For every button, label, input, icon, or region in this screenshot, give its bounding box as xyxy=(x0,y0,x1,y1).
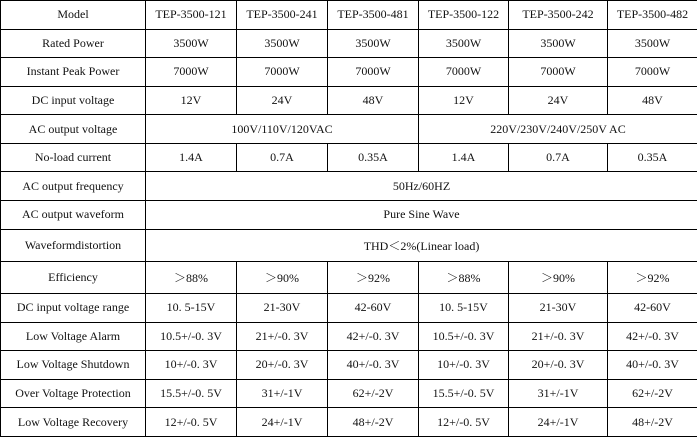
table-cell: 20+/-0. 3V xyxy=(509,351,608,380)
table-row-dc-input-voltage-range xyxy=(1,293,697,322)
table-cell-merged: THD＜2%(Linear load) xyxy=(146,229,697,261)
table-cell: 10.5+/-0. 3V xyxy=(419,322,509,351)
table-cell-merged: 100V/110V/120VAC xyxy=(146,115,419,144)
row-label: Efficiency xyxy=(1,261,146,293)
table-cell: 3500W xyxy=(419,29,509,58)
table-cell: 3500W xyxy=(328,29,419,58)
table-row-over-voltage-protection xyxy=(1,379,697,408)
row-label: Low Voltage Recovery xyxy=(1,408,146,437)
row-label: AC output frequency xyxy=(1,172,146,201)
table-cell: 1.4A xyxy=(419,143,509,172)
table-cell: 31+/-1V xyxy=(237,379,328,408)
table-cell: 48+/-2V xyxy=(608,408,697,437)
table-cell: 40+/-0. 3V xyxy=(328,351,419,380)
table-cell: 20+/-0. 3V xyxy=(237,351,328,380)
model-name: TEP-3500-122 xyxy=(419,1,509,30)
table-row-ac-output-frequency xyxy=(1,172,697,201)
table-cell: ＞90% xyxy=(509,261,608,293)
table-row-low-voltage-shutdown xyxy=(1,351,697,380)
table-cell: 10+/-0. 3V xyxy=(419,351,509,380)
table-cell-merged: 50Hz/60HZ xyxy=(146,172,697,201)
row-label: AC output waveform xyxy=(1,201,146,230)
table-cell: 3500W xyxy=(146,29,237,58)
table-row-dc-input-voltage xyxy=(1,86,697,115)
table-row-efficiency xyxy=(1,261,697,293)
table-cell: ＞92% xyxy=(608,261,697,293)
table-cell: 10. 5-15V xyxy=(419,293,509,322)
table-cell: 42-60V xyxy=(608,293,697,322)
table-cell: 7000W xyxy=(419,58,509,87)
table-cell: 21+/-0. 3V xyxy=(237,322,328,351)
row-label: Low Voltage Alarm xyxy=(1,322,146,351)
table-cell: 0.35A xyxy=(608,143,697,172)
row-label: Model xyxy=(1,1,146,30)
table-row-instant-peak-power xyxy=(1,58,697,87)
table-cell: 42+/-0. 3V xyxy=(608,322,697,351)
table-cell: 24+/-1V xyxy=(509,408,608,437)
model-name: TEP-3500-242 xyxy=(509,1,608,30)
table-cell: 31+/-1V xyxy=(509,379,608,408)
table-cell: 15.5+/-0. 5V xyxy=(146,379,237,408)
table-row-no-load-current xyxy=(1,143,697,172)
table-cell: 7000W xyxy=(237,58,328,87)
table-cell: 62+/-2V xyxy=(328,379,419,408)
table-cell: 40+/-0. 3V xyxy=(608,351,697,380)
table-row-waveform-distortion xyxy=(1,229,697,261)
table-cell: 24V xyxy=(509,86,608,115)
model-name: TEP-3500-481 xyxy=(328,1,419,30)
table-cell: 10.5+/-0. 3V xyxy=(146,322,237,351)
model-name: TEP-3500-121 xyxy=(146,1,237,30)
table-cell: 7000W xyxy=(328,58,419,87)
table-row-ac-output-waveform xyxy=(1,201,697,230)
table-cell: 21-30V xyxy=(237,293,328,322)
table-row-ac-output-voltage xyxy=(1,115,697,144)
table-cell: 0.35A xyxy=(328,143,419,172)
table-cell: 1.4A xyxy=(146,143,237,172)
table-cell: 12V xyxy=(419,86,509,115)
table-cell: 15.5+/-0. 5V xyxy=(419,379,509,408)
table-cell: 42+/-0. 3V xyxy=(328,322,419,351)
table-cell: 7000W xyxy=(509,58,608,87)
table-cell: 12+/-0. 5V xyxy=(146,408,237,437)
row-label: DC input voltage range xyxy=(1,293,146,322)
table-cell: 48+/-2V xyxy=(328,408,419,437)
table-cell: 12+/-0. 5V xyxy=(419,408,509,437)
table-cell: 0.7A xyxy=(509,143,608,172)
row-label: Instant Peak Power xyxy=(1,58,146,87)
row-label: Low Voltage Shutdown xyxy=(1,351,146,380)
table-cell: 62+/-2V xyxy=(608,379,697,408)
table-cell: 42-60V xyxy=(328,293,419,322)
table-row-rated-power xyxy=(1,29,697,58)
table-cell: 21+/-0. 3V xyxy=(509,322,608,351)
table-cell: 0.7A xyxy=(237,143,328,172)
table-cell: ＞88% xyxy=(146,261,237,293)
table-row-low-voltage-alarm xyxy=(1,322,697,351)
table-cell: 10+/-0. 3V xyxy=(146,351,237,380)
table-cell: ＞88% xyxy=(419,261,509,293)
table-cell: 48V xyxy=(328,86,419,115)
table-cell: ＞90% xyxy=(237,261,328,293)
table-cell: 3500W xyxy=(608,29,697,58)
table-cell: ＞92% xyxy=(328,261,419,293)
table-cell: 21-30V xyxy=(509,293,608,322)
table-cell: 48V xyxy=(608,86,697,115)
table-cell-merged: 220V/230V/240V/250V AC xyxy=(419,115,697,144)
model-name: TEP-3500-482 xyxy=(608,1,697,30)
table-cell-merged: Pure Sine Wave xyxy=(146,201,697,230)
row-label: No-load current xyxy=(1,143,146,172)
row-label: AC output voltage xyxy=(1,115,146,144)
table-cell: 7000W xyxy=(146,58,237,87)
header-row xyxy=(1,1,697,30)
table-cell: 7000W xyxy=(608,58,697,87)
table-cell: 10. 5-15V xyxy=(146,293,237,322)
table-cell: 24V xyxy=(237,86,328,115)
row-label: Rated Power xyxy=(1,29,146,58)
table-cell: 24+/-1V xyxy=(237,408,328,437)
table-cell: 12V xyxy=(146,86,237,115)
table-row-low-voltage-recovery xyxy=(1,408,697,437)
table-cell: 3500W xyxy=(509,29,608,58)
table-cell: 3500W xyxy=(237,29,328,58)
row-label: Waveformdistortion xyxy=(1,229,146,261)
row-label: Over Voltage Protection xyxy=(1,379,146,408)
model-name: TEP-3500-241 xyxy=(237,1,328,30)
row-label: DC input voltage xyxy=(1,86,146,115)
